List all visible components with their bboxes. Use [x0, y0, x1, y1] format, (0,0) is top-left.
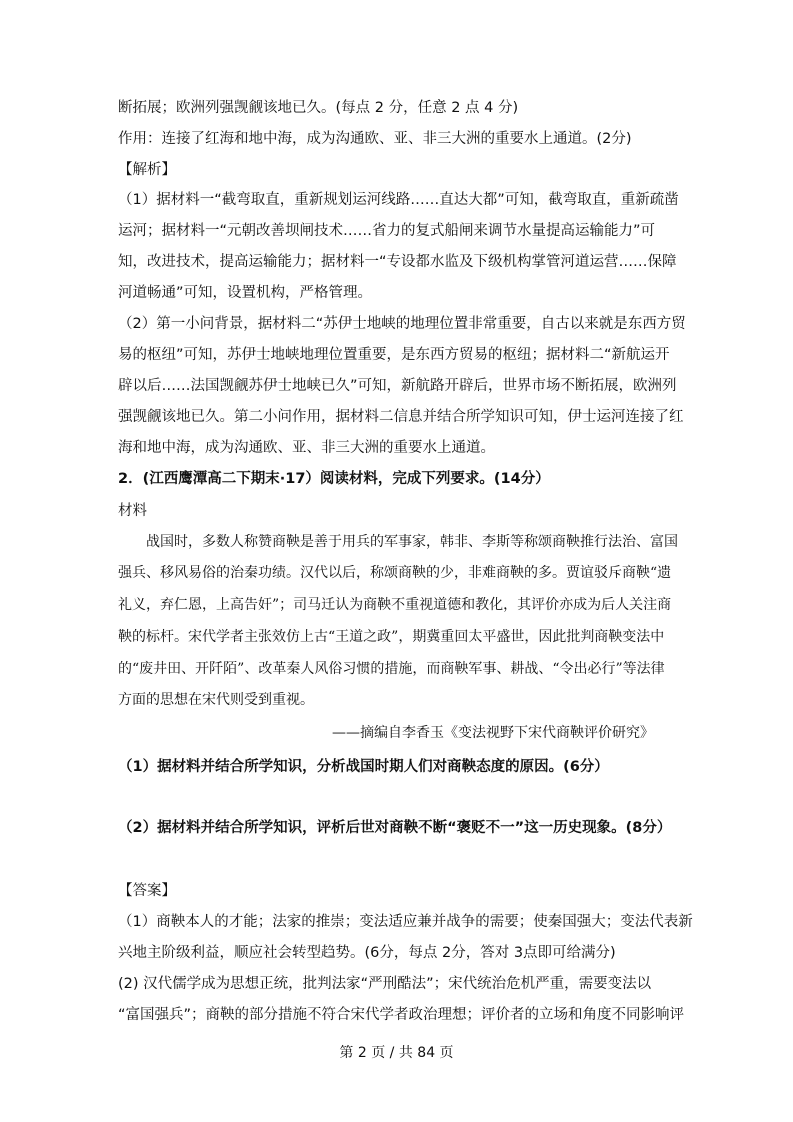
text-line: 强觊觎该地已久。第二小问作用，据材料二信息并结合所学知识可知，伊士运河连接了红	[118, 409, 684, 425]
text-line: （1）据材料一“截弯取直，重新规划运河线路……直达大都”可知，截弯取直，重新疏凿	[118, 192, 679, 208]
answer-line: （1）商鞅本人的才能；法家的推崇；变法适应兼并战争的需要；使秦国强大；变法代表新	[118, 914, 693, 930]
material-text-line: 战国时，多数人称赞商鞅是善于用兵的军事家，韩非、李斯等称颂商鞅推行法治、富国	[146, 534, 678, 550]
answer-line: “富国强兵”；商鞅的部分措施不符合宋代学者政治理想；评价者的立场和角度不同影响评	[118, 1007, 685, 1023]
material-text-line: 方面的思想在宋代则受到重视。	[118, 692, 314, 708]
answer-line: 兴地主阶级利益，顺应社会转型趋势。(6分，每点 2分，答对 3点即可给满分)	[118, 945, 616, 961]
material-text-line: 礼义，弃仁恩，上高告奸”；司马迁认为商鞅不重视道德和教化，其评价亦成为后人关注商	[118, 597, 672, 613]
text-line: 海和地中海，成为沟通欧、亚、非三大洲的重要水上通道。	[118, 440, 495, 456]
text-line: 运河；据材料一“元朝改善坝闸技术……省力的复式船闸来调节水量提高运输能力”可	[118, 223, 656, 239]
question-item-1: （1）据材料并结合所学知识，分析战国时期人们对商鞅态度的原因。(6分）	[118, 759, 609, 775]
text-line: 辟以后……法国觊觎苏伊士地峡已久”可知，新航路开辟后，世界市场不断拓展，欧洲列	[118, 378, 677, 394]
text-line: 断拓展；欧洲列强觊觎该地已久。(每点 2 分，任意 2 点 4 分)	[118, 100, 519, 116]
answer-heading: 【答案】	[118, 883, 176, 899]
page-footer: 第 2 页 / 共 84 页	[339, 1045, 454, 1061]
material-label: 材料	[118, 503, 147, 519]
question-heading: 2．(江西鹰潭高二下期末·17）阅读材料，完成下列要求。(14分）	[118, 471, 550, 487]
text-line: （2）第一小问背景，据材料二“苏伊士地峡的地理位置非常重要，自古以来就是东西方贸	[118, 316, 686, 332]
section-heading: 【解析】	[118, 162, 176, 178]
answer-line: (2) 汉代儒学成为思想正统，批判法家“严刑酷法”；宋代统治危机严重，需要变法以	[118, 976, 652, 992]
text-line: 河道畅通”可知，设置机构，严格管理。	[118, 285, 373, 301]
question-item-2: （2）据材料并结合所学知识，评析后世对商鞅不断“褒贬不一”这一历史现象。(8分）	[118, 820, 672, 836]
material-text-line: 的“废井田、开阡陌”、改革秦人风俗习惯的措施，而商鞅军事、耕战、“令出必行”等法律	[118, 661, 665, 677]
text-line: 作用：连接了红海和地中海，成为沟通欧、亚、非三大洲的重要水上通道。(2分)	[118, 131, 632, 147]
text-line: 易的枢纽”可知，苏伊士地峡地理位置重要，是东西方贸易的枢纽；据材料二“新航运开	[118, 347, 670, 363]
material-text-line: 鞅的标杆。宋代学者主张效仿上古“王道之政”，期冀重回太平盛世，因此批判商鞅变法中	[118, 629, 665, 645]
material-source: ——摘编自李香玉《变法视野下宋代商鞅评价研究》	[332, 725, 654, 741]
material-text-line: 强兵、移风易俗的治秦功绩。汉代以后，称颂商鞅的少，非难商鞅的多。贾谊驳斥商鞅“遗	[118, 565, 672, 581]
text-line: 知，改进技术，提高运输能力；据材料一“专设都水监及下级机构掌管河道运营……保障	[118, 254, 677, 270]
